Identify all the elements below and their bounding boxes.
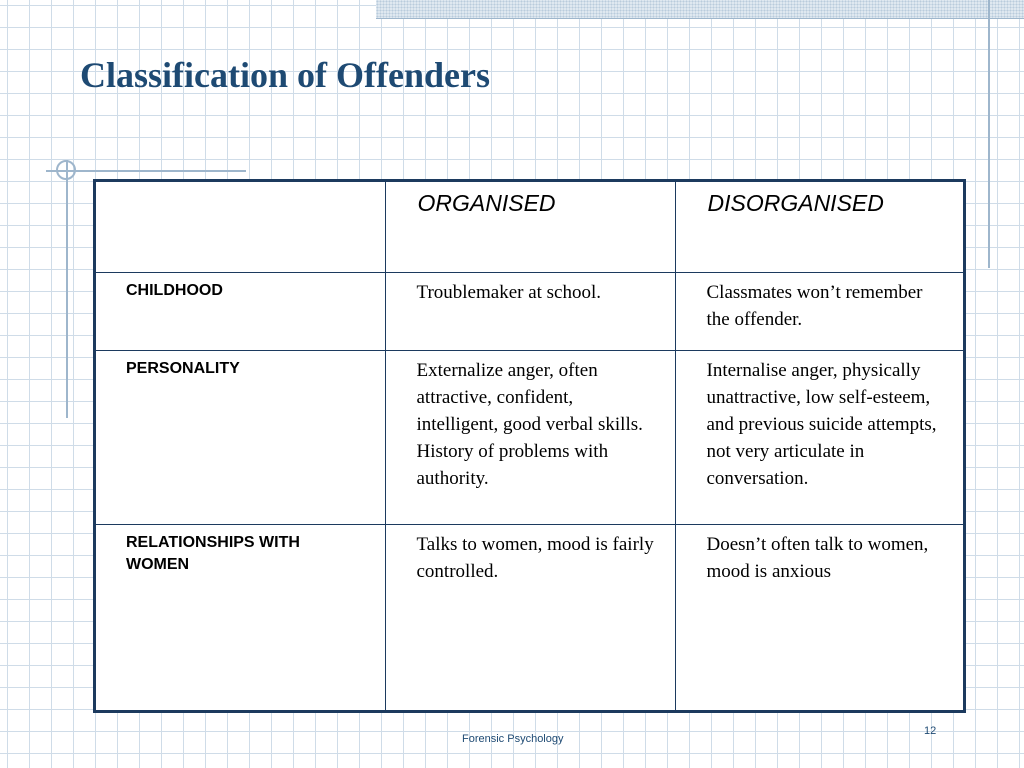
crosshair-circle-decoration	[56, 160, 76, 180]
cell-personality-disorganised: Internalise anger, physically unattractive, low self-esteem, and previous suicide attempts, not very articulate in conversation.	[675, 350, 963, 524]
top-band-divider	[376, 18, 1024, 19]
table-row	[96, 350, 963, 524]
page-number: 12	[924, 725, 937, 737]
top-decorative-band	[376, 0, 1024, 18]
slide-title: Classification of Offenders	[80, 55, 490, 95]
header-cell-empty	[96, 182, 385, 272]
cell-relationships-disorganised: Doesn’t often talk to women, mood is anxious	[675, 524, 963, 710]
classification-table	[93, 179, 966, 713]
left-decorative-rule	[66, 160, 68, 418]
cell-childhood-disorganised: Classmates won’t remember the offender.	[675, 272, 963, 350]
row-label-childhood: CHILDHOOD	[96, 272, 385, 350]
cell-personality-organised: Externalize anger, often attractive, confident, intelligent, good verbal skills. History of problems with authority.	[385, 350, 675, 524]
table-row	[96, 524, 963, 710]
header-cell-disorganised: DISORGANISED	[675, 182, 963, 272]
footer-text: Forensic Psychology	[462, 733, 564, 745]
table-header-row	[96, 182, 963, 272]
row-label-relationships: RELATIONSHIPS WITH WOMEN	[96, 524, 385, 710]
right-decorative-rule	[988, 0, 990, 268]
cell-relationships-organised: Talks to women, mood is fairly controlled.	[385, 524, 675, 710]
crosshair-line-decoration	[46, 170, 246, 172]
row-label-personality: PERSONALITY	[96, 350, 385, 524]
header-cell-organised: ORGANISED	[385, 182, 675, 272]
table-row	[96, 272, 963, 350]
cell-childhood-organised: Troublemaker at school.	[385, 272, 675, 350]
